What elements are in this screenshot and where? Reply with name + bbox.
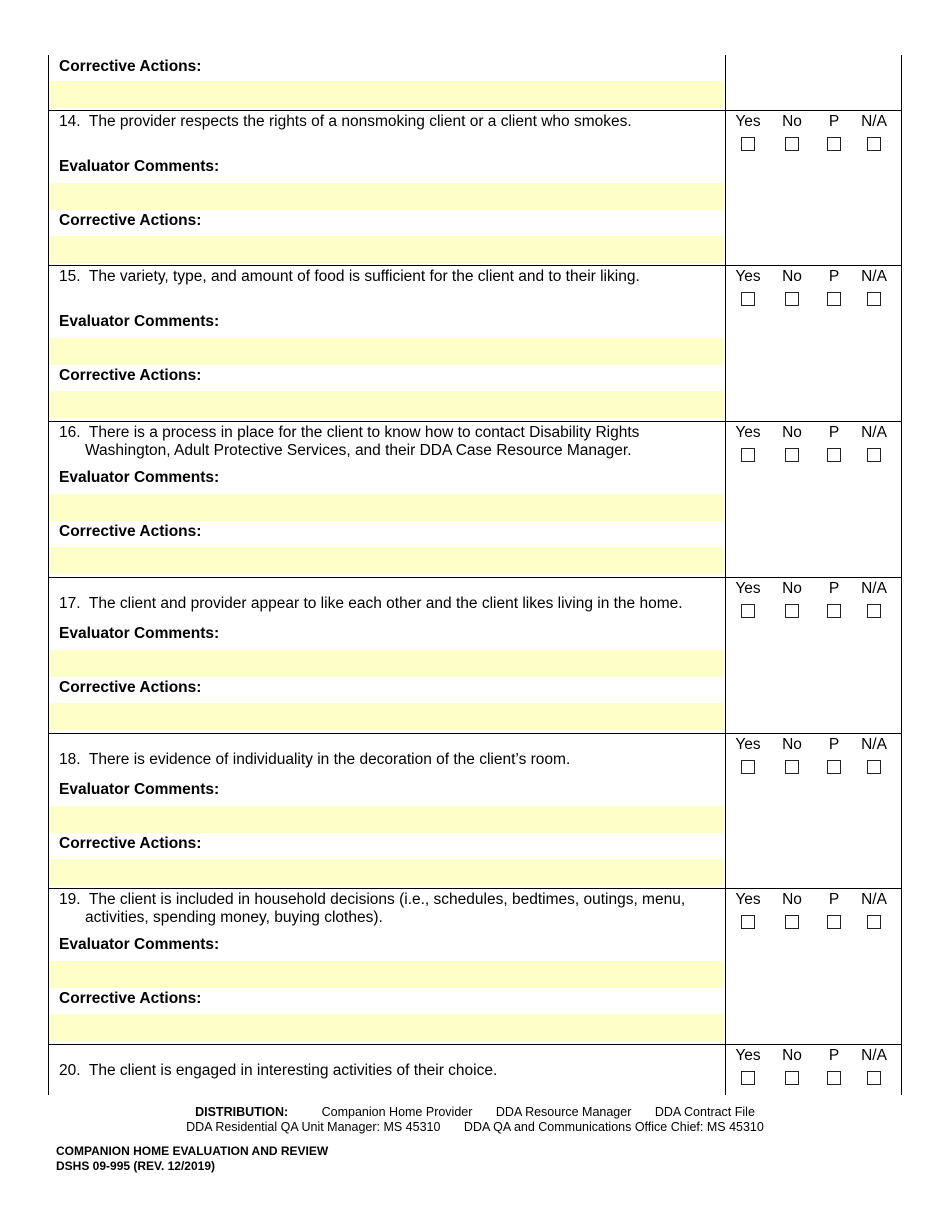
option-label: Yes <box>735 736 761 753</box>
evaluator-comments-label: Evaluator Comments: <box>59 625 220 642</box>
option-checkbox[interactable] <box>867 448 881 462</box>
row-separator <box>48 888 902 889</box>
option-checkbox[interactable] <box>785 760 799 774</box>
question-text <box>59 751 725 769</box>
evaluator-comments-field[interactable] <box>49 650 724 677</box>
evaluator-comments-field[interactable] <box>49 494 724 521</box>
question-text <box>59 268 725 286</box>
option-label: No <box>782 580 802 597</box>
corrective-actions-field[interactable] <box>49 1014 724 1041</box>
question-number: 15. <box>59 268 81 285</box>
option-2 <box>814 423 854 462</box>
answer-options <box>728 267 898 307</box>
row-separator <box>48 265 902 266</box>
option-checkbox[interactable] <box>785 915 799 929</box>
option-label: P <box>828 424 840 441</box>
option-checkbox[interactable] <box>741 604 755 618</box>
option-1 <box>772 890 812 929</box>
option-checkbox[interactable] <box>741 760 755 774</box>
option-checkbox[interactable] <box>741 448 755 462</box>
option-label: P <box>828 113 840 130</box>
option-label: No <box>782 113 802 130</box>
option-2 <box>814 890 854 929</box>
corrective-actions-label: Corrective Actions: <box>59 523 202 540</box>
row-separator <box>48 577 902 578</box>
option-0 <box>728 423 768 462</box>
option-label: No <box>782 1047 802 1064</box>
option-checkbox[interactable] <box>741 915 755 929</box>
evaluator-comments-label: Evaluator Comments: <box>59 313 220 330</box>
answer-options <box>728 735 898 775</box>
option-label: N/A <box>861 580 887 597</box>
question-body: There is a process in place for the client to know how to contact Disability Rights Washington, Adult Protective Services, and their DDA Case Resource Manager. <box>85 424 640 459</box>
option-label: N/A <box>861 1047 887 1064</box>
evaluator-comments-label: Evaluator Comments: <box>59 469 220 486</box>
corrective-actions-field[interactable] <box>49 859 724 886</box>
option-2 <box>814 1046 854 1085</box>
option-0 <box>728 890 768 929</box>
option-checkbox[interactable] <box>827 1071 841 1085</box>
dist-recipient: DDA Contract File <box>654 1105 755 1119</box>
option-checkbox[interactable] <box>827 760 841 774</box>
question-body: There is evidence of individuality in the decoration of the client’s room. <box>88 751 571 768</box>
evaluator-comments-field[interactable] <box>49 806 724 833</box>
row-separator <box>48 1044 902 1045</box>
option-label: P <box>828 268 840 285</box>
question-text <box>59 424 725 460</box>
option-checkbox[interactable] <box>785 1071 799 1085</box>
option-checkbox[interactable] <box>785 137 799 151</box>
form-footer-title <box>56 1144 328 1174</box>
option-checkbox[interactable] <box>867 292 881 306</box>
option-label: No <box>782 891 802 908</box>
question-body: The client is included in household decisions (i.e., schedules, bedtimes, outings, menu, activities, spending money, buying clothes). <box>85 891 686 926</box>
option-2 <box>814 267 854 306</box>
corrective-actions-field[interactable] <box>49 236 724 263</box>
corrective-actions-field[interactable] <box>49 703 724 730</box>
question-number: 16. <box>59 424 81 441</box>
option-label: N/A <box>861 268 887 285</box>
answer-options <box>728 112 898 152</box>
option-checkbox[interactable] <box>785 292 799 306</box>
option-1 <box>772 1046 812 1085</box>
option-label: N/A <box>861 424 887 441</box>
option-checkbox[interactable] <box>827 915 841 929</box>
corrective-actions-label: Corrective Actions: <box>59 58 202 75</box>
option-1 <box>772 735 812 774</box>
option-3 <box>854 735 894 774</box>
option-1 <box>772 423 812 462</box>
option-3 <box>854 423 894 462</box>
distribution-label: DISTRIBUTION: <box>195 1105 289 1119</box>
corrective-actions-field[interactable] <box>49 81 724 108</box>
option-0 <box>728 112 768 151</box>
option-0 <box>728 267 768 306</box>
option-label: Yes <box>735 891 761 908</box>
evaluator-comments-field[interactable] <box>49 961 724 988</box>
option-3 <box>854 890 894 929</box>
question-text <box>59 113 725 131</box>
option-checkbox[interactable] <box>827 292 841 306</box>
row-separator <box>48 421 902 422</box>
option-1 <box>772 579 812 618</box>
corrective-actions-label: Corrective Actions: <box>59 835 202 852</box>
column-divider <box>725 55 726 1095</box>
option-label: Yes <box>735 424 761 441</box>
option-label: P <box>828 580 840 597</box>
option-label: Yes <box>735 580 761 597</box>
question-body: The client and provider appear to like each other and the client likes living in the home. <box>88 595 683 612</box>
option-checkbox[interactable] <box>867 760 881 774</box>
question-text <box>59 891 725 927</box>
option-0 <box>728 735 768 774</box>
question-number: 20. <box>59 1062 81 1079</box>
question-text <box>59 595 725 613</box>
option-label: Yes <box>735 113 761 130</box>
option-label: P <box>828 1047 840 1064</box>
option-1 <box>772 267 812 306</box>
option-label: No <box>782 736 802 753</box>
option-3 <box>854 579 894 618</box>
question-number: 14. <box>59 113 81 130</box>
option-0 <box>728 579 768 618</box>
corrective-actions-field[interactable] <box>49 391 724 418</box>
option-label: N/A <box>861 891 887 908</box>
option-2 <box>814 112 854 151</box>
question-number: 18. <box>59 751 81 768</box>
option-checkbox[interactable] <box>827 604 841 618</box>
answer-options <box>728 423 898 463</box>
corrective-actions-field[interactable] <box>49 547 724 574</box>
dist-recipient: DDA QA and Communications Office Chief: MS 45310 <box>463 1120 764 1134</box>
question-number: 19. <box>59 891 81 908</box>
option-label: N/A <box>861 113 887 130</box>
option-checkbox[interactable] <box>827 137 841 151</box>
option-checkbox[interactable] <box>785 604 799 618</box>
option-label: N/A <box>861 736 887 753</box>
corrective-actions-label: Corrective Actions: <box>59 212 202 229</box>
question-body: The provider respects the rights of a nonsmoking client or a client who smokes. <box>88 113 632 130</box>
dist-recipient: DDA Resource Manager <box>495 1105 632 1119</box>
option-checkbox[interactable] <box>867 604 881 618</box>
corrective-actions-label: Corrective Actions: <box>59 367 202 384</box>
form-title: COMPANION HOME EVALUATION AND REVIEW <box>56 1144 329 1158</box>
evaluator-comments-field[interactable] <box>49 338 724 365</box>
option-checkbox[interactable] <box>867 1071 881 1085</box>
option-label: Yes <box>735 1047 761 1064</box>
option-checkbox[interactable] <box>741 137 755 151</box>
option-3 <box>854 1046 894 1085</box>
dist-recipient: Companion Home Provider <box>321 1105 473 1119</box>
option-0 <box>728 1046 768 1085</box>
question-body: The variety, type, and amount of food is sufficient for the client and to their liking. <box>88 268 640 285</box>
form-number: DSHS 09-995 (REV. 12/2019) <box>56 1159 215 1173</box>
dist-recipient: DDA Residential QA Unit Manager: MS 45310 <box>186 1120 441 1134</box>
row-separator <box>48 733 902 734</box>
question-number: 17. <box>59 595 81 612</box>
corrective-actions-label: Corrective Actions: <box>59 679 202 696</box>
option-3 <box>854 267 894 306</box>
option-checkbox[interactable] <box>741 292 755 306</box>
option-label: No <box>782 268 802 285</box>
question-text <box>59 1062 725 1080</box>
option-checkbox[interactable] <box>867 137 881 151</box>
option-checkbox[interactable] <box>785 448 799 462</box>
answer-options <box>728 890 898 930</box>
option-label: No <box>782 424 802 441</box>
answer-options <box>728 1046 898 1086</box>
option-label: P <box>828 736 840 753</box>
evaluator-comments-field[interactable] <box>49 183 724 210</box>
evaluator-comments-label: Evaluator Comments: <box>59 936 220 953</box>
question-body: The client is engaged in interesting activities of their choice. <box>88 1062 498 1079</box>
row-separator <box>48 110 902 111</box>
option-checkbox[interactable] <box>867 915 881 929</box>
option-2 <box>814 579 854 618</box>
option-label: P <box>828 891 840 908</box>
answer-options <box>728 579 898 619</box>
option-label: Yes <box>735 268 761 285</box>
option-2 <box>814 735 854 774</box>
option-3 <box>854 112 894 151</box>
distribution-block <box>0 1105 950 1135</box>
corrective-actions-label: Corrective Actions: <box>59 990 202 1007</box>
option-checkbox[interactable] <box>741 1071 755 1085</box>
evaluator-comments-label: Evaluator Comments: <box>59 781 220 798</box>
evaluator-comments-label: Evaluator Comments: <box>59 158 220 175</box>
option-1 <box>772 112 812 151</box>
option-checkbox[interactable] <box>827 448 841 462</box>
